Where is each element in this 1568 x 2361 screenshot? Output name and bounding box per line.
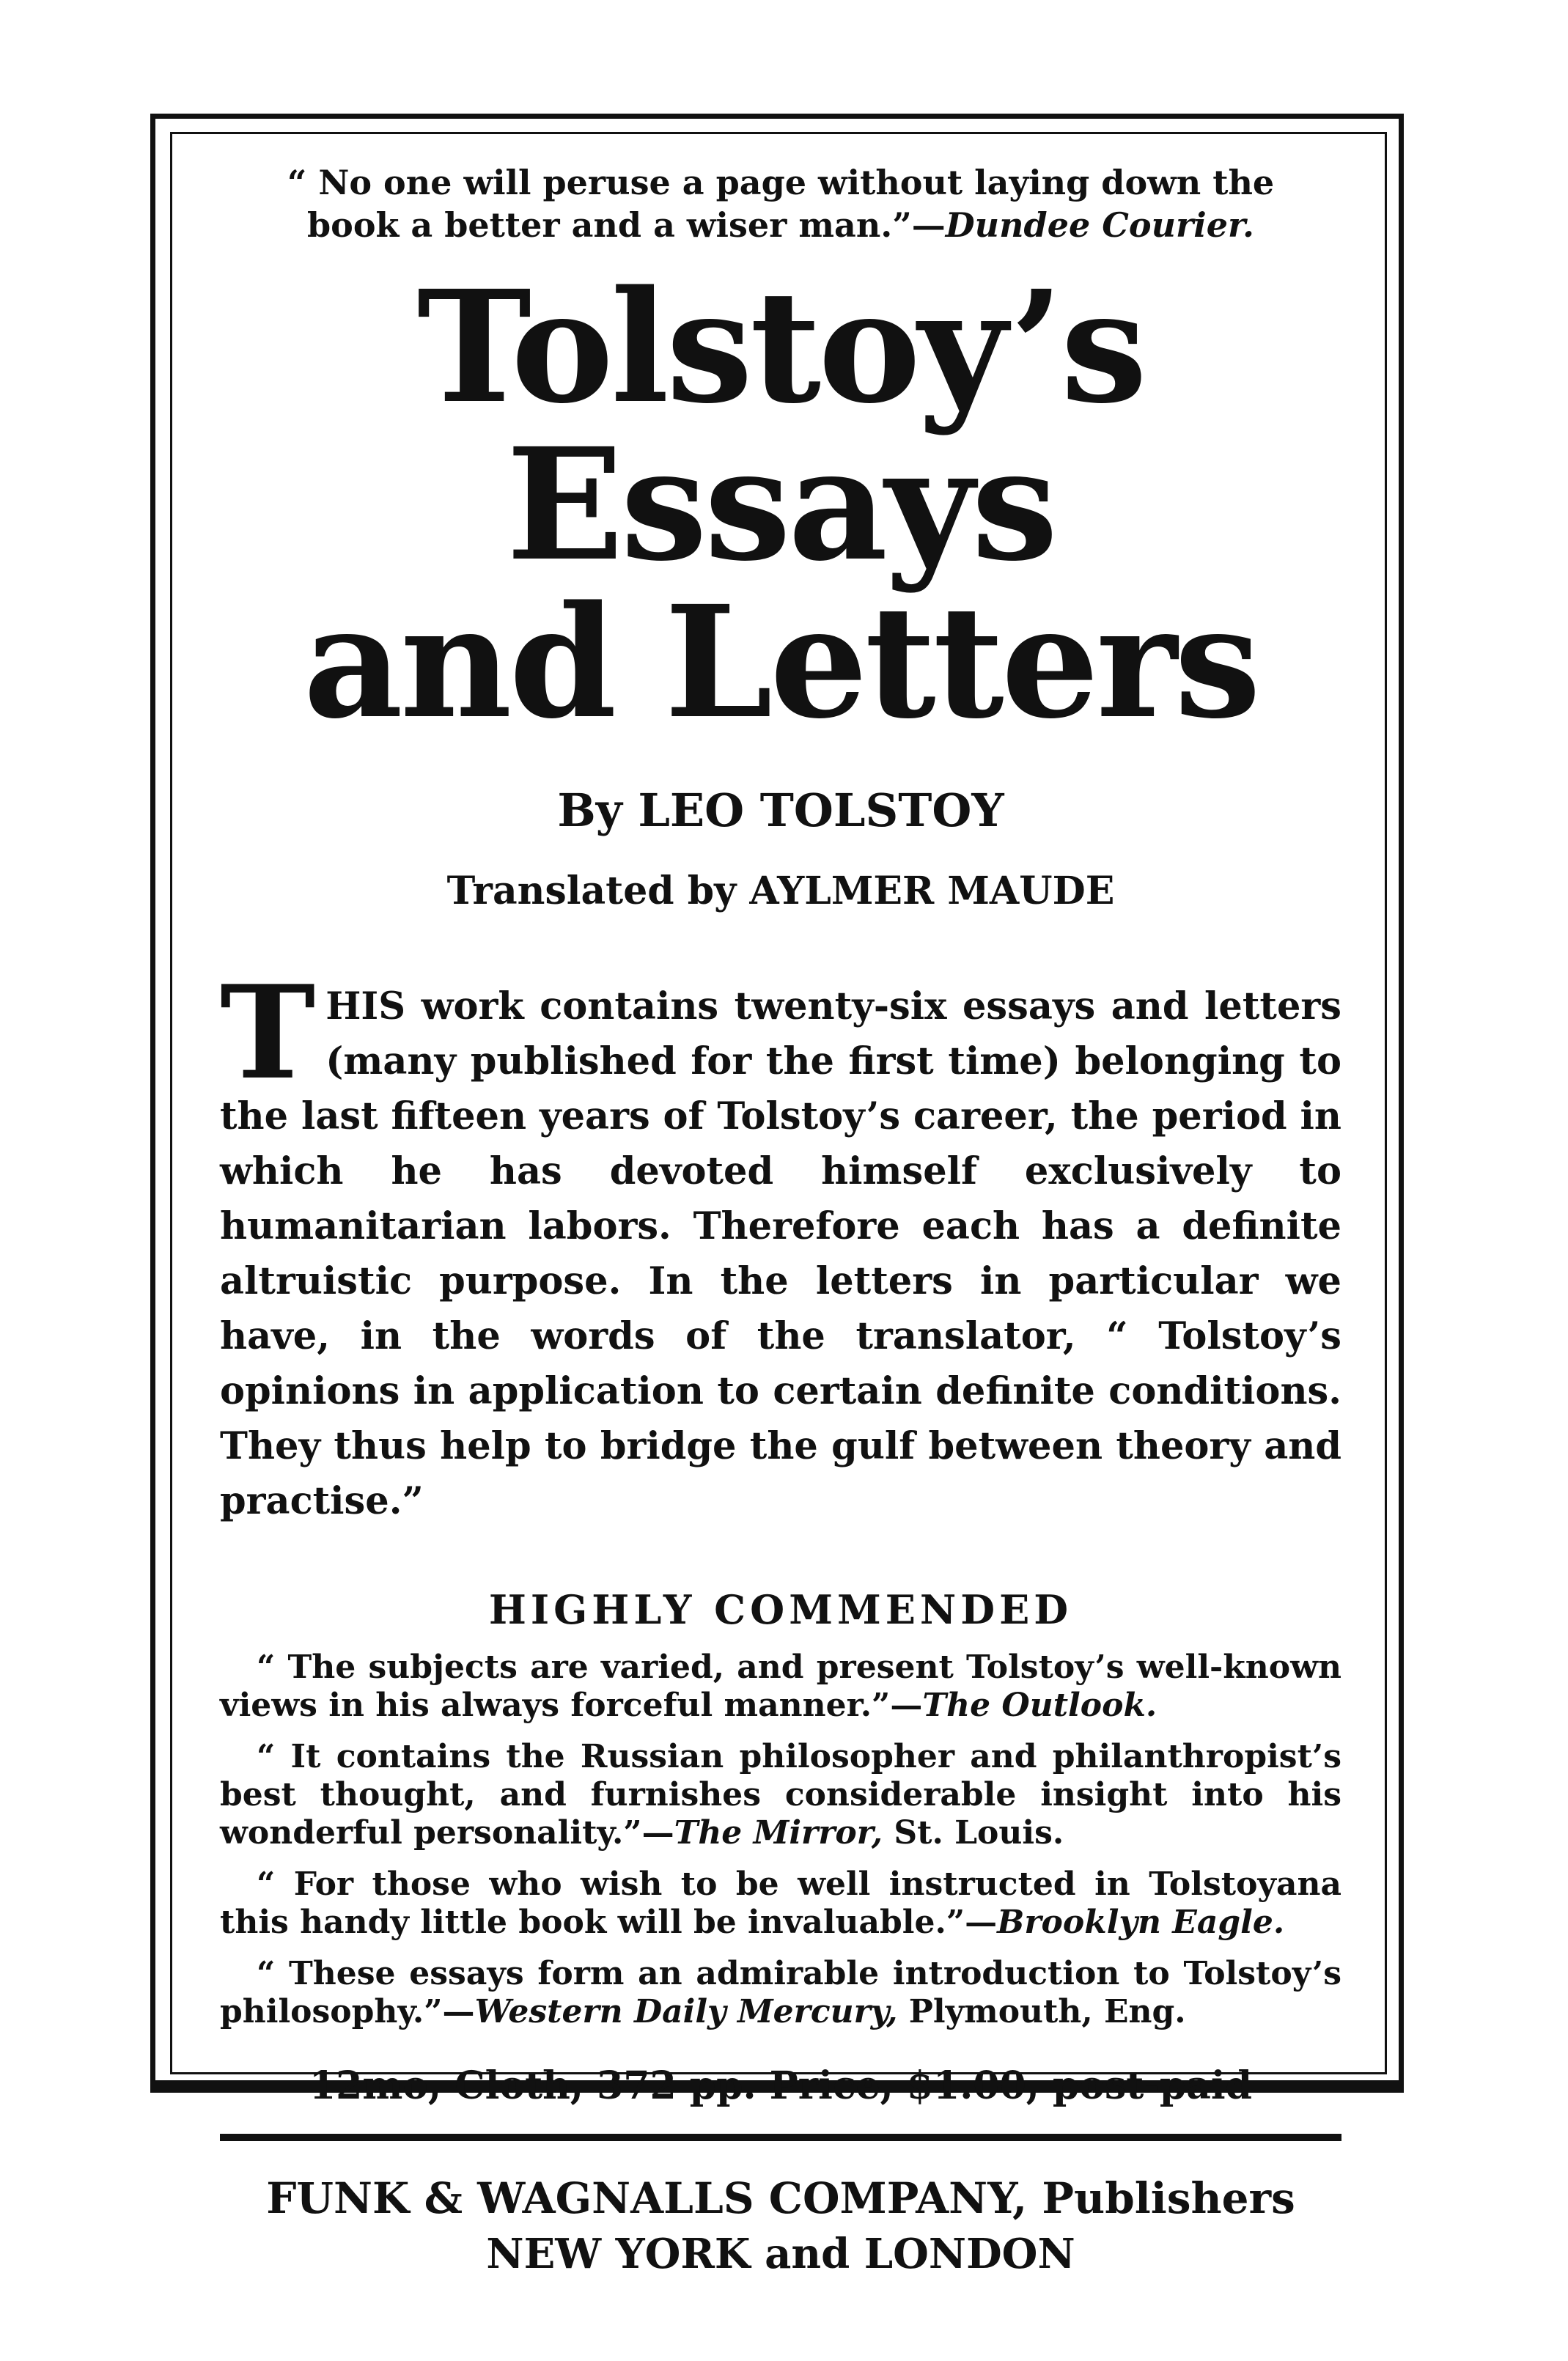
advertisement-content [220, 161, 1341, 2280]
commendations-heading: HIGHLY COMMENDED [488, 1586, 1073, 1633]
top-quote [249, 161, 1312, 246]
review-text: “ These essays form an admirable introduction to Tolstoy’s philosophy.”— [220, 1955, 1341, 2030]
description-text: HIS work contains twenty-six essays and letters (many published for the first time) belonging to the last fifteen years of Tolstoy’s career, the period in which he has devoted himself exclusively to humanitarian labors. Therefore each has a definite altruistic purpose. In the letters in particular we have, in the words of the translator, “ Tolstoy’s opinions in application to certain definite conditions. They thus help to bridge the gulf between theory and practise.” [220, 984, 1341, 1523]
price-line: 12mo, Cloth, 372 pp. Price, $1.00, post-paid [309, 2063, 1253, 2108]
review-item [220, 1649, 1341, 1725]
author-line: By LEO TOLSTOY [557, 784, 1004, 837]
review-source: Brooklyn Eagle. [997, 1904, 1285, 1941]
book-title [220, 257, 1341, 753]
book-title-line1: Tolstoy’s Essays [416, 257, 1145, 595]
review-source-suffix: Plymouth, Eng. [897, 1993, 1186, 2030]
review-source-suffix: St. Louis. [883, 1814, 1064, 1852]
top-quote-text: “ No one will peruse a page without laying down the book a better and a wiser man.”— [287, 163, 1275, 245]
divider-rule [220, 2134, 1341, 2141]
review-source: The Outlook. [922, 1687, 1157, 1724]
review-item [220, 1865, 1341, 1942]
city-line: NEW YORK and LONDON [486, 2230, 1075, 2278]
publisher-line: FUNK & WAGNALLS COMPANY, Publishers [266, 2173, 1295, 2223]
review-item [220, 1955, 1341, 2031]
review-text: “ For those who wish to be well instructed in Tolstoyana this handy little book will be invaluable.”— [220, 1865, 1341, 1941]
drop-cap: T [220, 958, 316, 1108]
review-text: “ It contains the Russian philosopher and philanthropist’s best thought, and furnishes considerable insight into his wonderful personality.”— [220, 1738, 1341, 1852]
book-description [220, 958, 1341, 1529]
book-title-line2: and Letters [303, 572, 1259, 753]
review-text: “ The subjects are varied, and present Tolstoy’s well-known views in his always forceful manner.”— [220, 1649, 1341, 1724]
review-item [220, 1738, 1341, 1852]
review-source: Western Daily Mercury, [474, 1993, 898, 2030]
top-quote-source: Dundee Courier. [945, 205, 1255, 245]
review-source: The Mirror, [674, 1814, 883, 1852]
translator-line: Translated by AYLMER MAUDE [446, 869, 1115, 913]
